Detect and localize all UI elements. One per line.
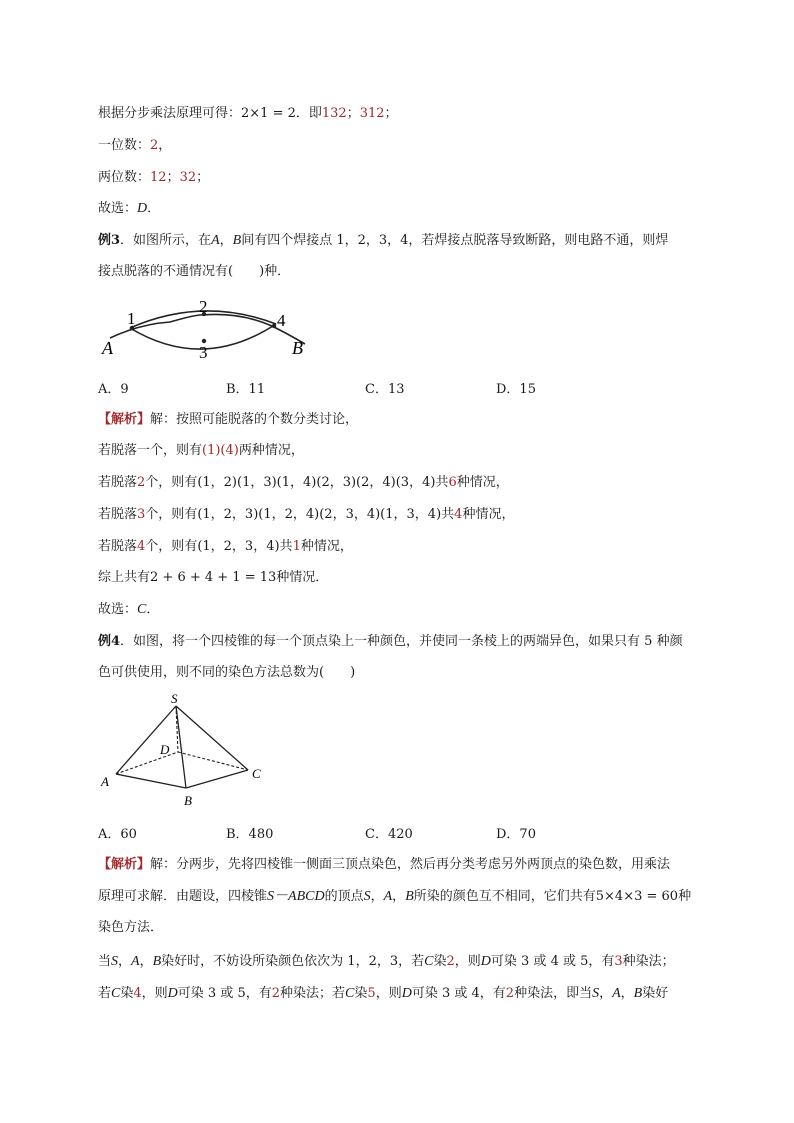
label-b: B [184,793,192,808]
option-d: D．70 [496,827,536,842]
example-3-analysis: 【解析】解：按照可能脱落的个数分类讨论， [98,412,359,427]
option-b: B．11 [226,382,266,397]
edge-bc [186,770,248,788]
option-c: C．13 [365,382,405,397]
label-s: S [171,691,178,706]
label-3: 3 [199,343,208,362]
text-line: 综上共有2 + 6 + 4 + 1 = 13种情况． [98,570,329,585]
example-3-question-cont: 接点脱落的不通情况有( )种． [98,264,291,279]
example-4-question-cont: 色可供使用，则不同的染色方法总数为( ) [98,665,356,680]
text-line: 若脱落一个，则有(1)(4)两种情况， [98,443,304,458]
option-b: B．480 [226,827,274,842]
text-line: 故选：C． [98,602,160,617]
joint-4 [272,324,276,328]
option-d: D．15 [496,382,536,397]
label-a: A [102,338,113,358]
text-line: 根据分步乘法原理可得：2×1 = 2．即132；312； [98,106,398,121]
example-4-options [98,823,698,843]
label-b: B [292,338,303,358]
text-line: 若C染4，则D可染 3 或 5，有2种染法；若C染5，则D可染 3 或 4，有2种染法，即当S，A，B染好 [98,986,669,1001]
text-line: 两位数：12；32； [98,170,210,185]
text-line: 当S，A，B染好时，不妨设所染颜色依次为 1，2，3，若C染2，则D可染 3 或 4 或 5，有3种染法； [98,954,675,969]
option-a: A．9 [98,382,129,397]
example-3-question: 例3．如图所示，在A，B间有四个焊接点 1，2，3，4，若焊接点脱落导致断路，则电路不通，则焊 [98,233,669,248]
label-d: D [160,742,170,757]
label-c: C [252,766,261,781]
example-4-question: 例4．如图，将一个四棱锥的每一个顶点染上一种颜色，并使同一条棱上的两端异色，如果只有 5 种颜 [98,634,683,649]
example-4-analysis: 【解析】解：分两步，先将四棱锥一侧面三顶点染色，然后再分类考虑另外两顶点的染色数，用乘法 [98,857,671,872]
text-line: 若脱落2个，则有(1，2)(1，3)(1，4)(2，3)(2，4)(3，4)共6种情况， [98,475,509,490]
option-c: C．420 [365,827,413,842]
text-line: 若脱落4个，则有(1，2，3，4)共1种情况， [98,539,353,554]
text-line: 一位数：2， [98,138,172,153]
label-2: 2 [199,297,208,316]
option-a: A．60 [98,827,137,842]
circuit-figure [100,292,330,364]
label-a: A [101,774,109,789]
text-line: 故选：D． [98,201,161,216]
text-line: 原理可求解．由题设，四棱锥S－ABCD的顶点S，A，B所染的颜色互不相同，它们共有5×4×3 = 60种 [98,889,692,904]
label-4: 4 [277,311,286,330]
text-line: 染色方法． [98,920,164,935]
label-1: 1 [127,309,136,328]
pyramid-figure [98,692,278,812]
edge-ab [116,774,186,788]
example-3-options [98,378,698,398]
text-line: 若脱落3个，则有(1，2，3)(1，2，4)(2，3，4)(1，3，4)共4种情况， [98,507,515,522]
circuit-main-wire [110,314,305,344]
